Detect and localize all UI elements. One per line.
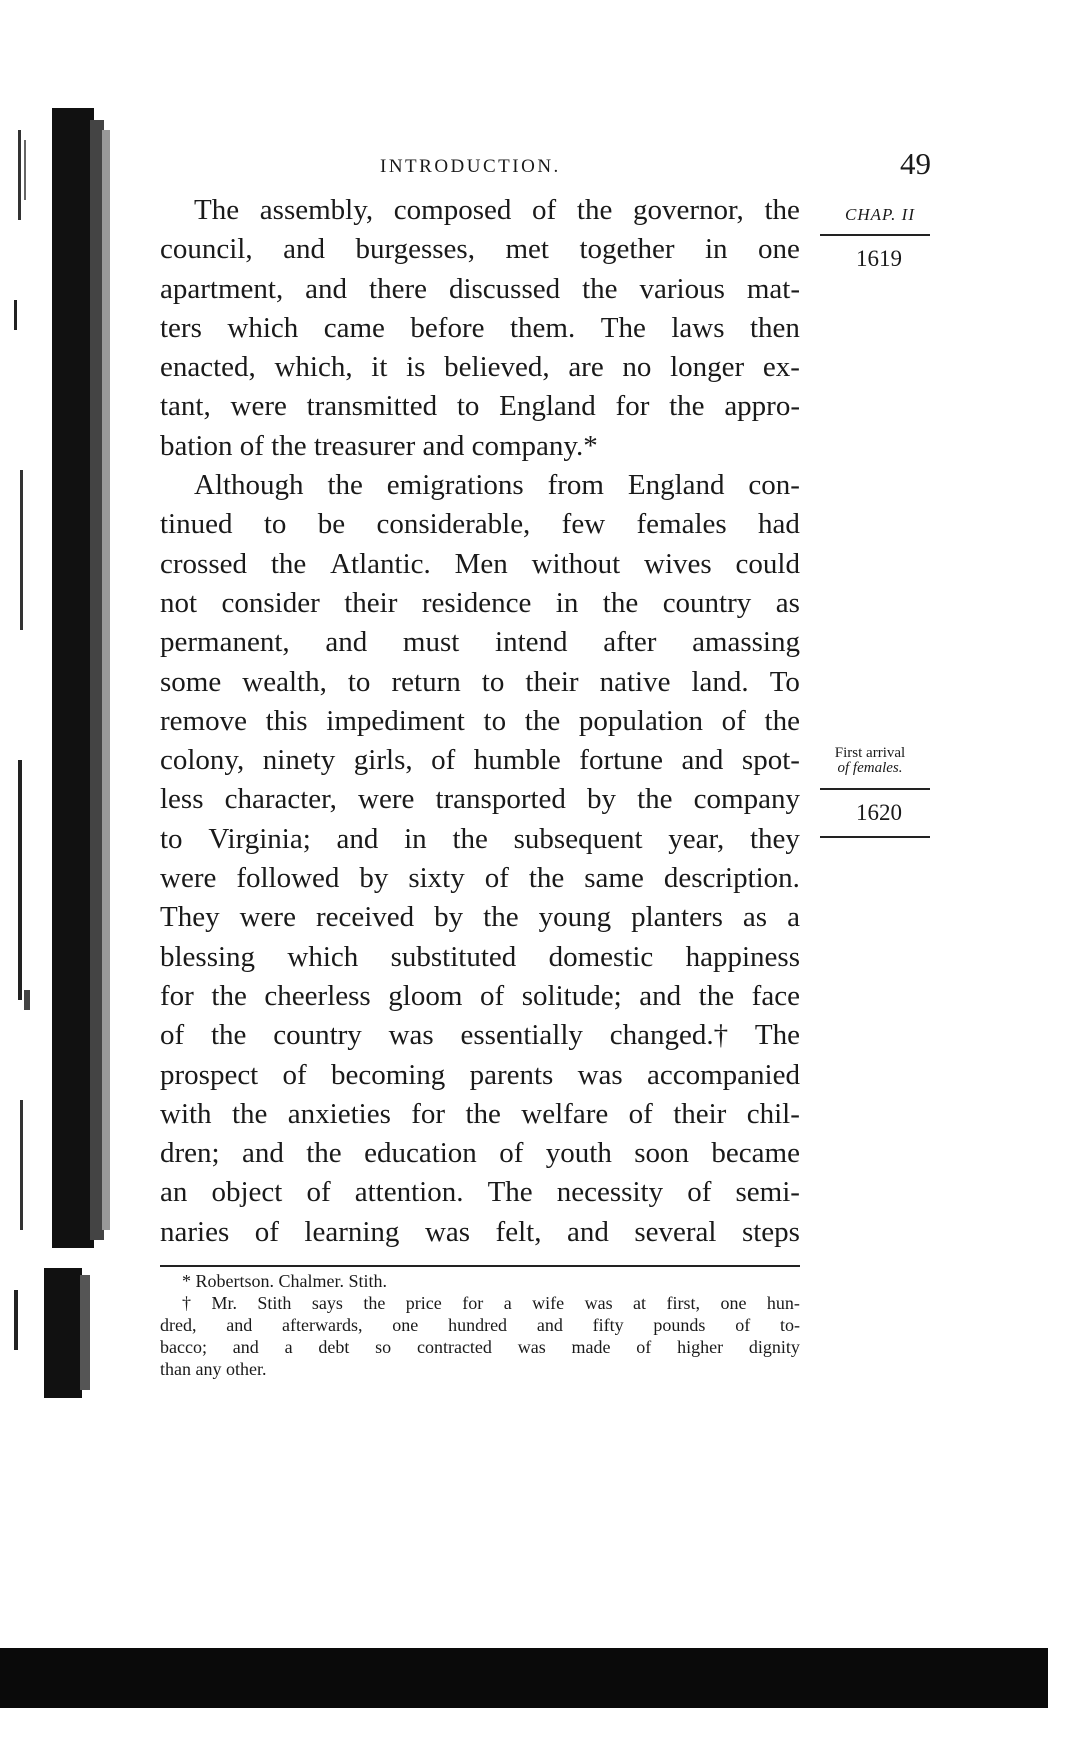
page-number: 49 [900,146,931,181]
word: one [758,233,800,266]
word: before [410,311,485,344]
text-line [160,820,800,859]
word: and [566,1215,609,1248]
word: the [327,469,363,502]
word: their [525,665,579,698]
word: con- [748,469,800,502]
word: Virginia; [208,822,311,855]
word: together [579,233,675,266]
word: semi- [735,1176,800,1209]
word: population [578,704,703,737]
word: was [424,1215,471,1248]
text-line [160,348,800,387]
footnote-rule [160,1265,800,1267]
footnote-line [160,1336,800,1358]
chapter-marker: CHAP. II [844,205,915,224]
word: of [484,862,509,895]
word: changed.† [609,1019,729,1052]
word: the [582,272,618,305]
word: believed, [444,351,550,384]
word: was [388,1019,434,1052]
word: a [284,1337,293,1357]
word: the [465,1097,501,1130]
word: apartment, [160,272,284,305]
margin-year-1619: 1619 [856,246,902,271]
word: country [273,1019,362,1052]
word: afterwards, [282,1315,363,1335]
word: native [599,665,671,698]
word: face [751,979,800,1012]
word: one [720,1293,747,1313]
word: could [735,547,800,580]
text-line: bation of the treasurer and company.* [160,429,598,462]
word: longer [670,351,745,384]
text-line [160,1016,800,1055]
footnote-line [160,1292,800,1314]
word: the [363,1293,386,1313]
word: fifty [592,1315,624,1335]
word: in [555,586,579,619]
word: for [411,1097,446,1130]
word: Stith [257,1293,292,1313]
word: which [227,311,299,344]
word: dren; [160,1137,220,1170]
word: their [344,586,398,619]
word: of [636,1337,652,1357]
word: appro- [724,390,800,423]
word: dignity [748,1337,800,1357]
word: youth [545,1137,612,1170]
word: were [358,783,415,816]
text-line [160,938,800,977]
word: soon [634,1137,690,1170]
word: met [505,233,549,266]
word: country [662,586,752,619]
word: so [375,1337,392,1357]
word: education [364,1137,477,1170]
margin-rule [820,836,930,838]
text-line [160,270,800,309]
word: Mr. [211,1293,237,1313]
word: dred, [160,1315,197,1335]
word: had [758,508,800,541]
word: as [742,901,768,934]
word: made [571,1337,611,1357]
text-line [160,741,800,780]
text-line [160,702,800,741]
word: with [160,1097,212,1130]
text-line [160,505,800,544]
margin-rule [820,788,930,790]
word: † [182,1293,191,1313]
footnote-line: than any other. [160,1359,267,1379]
word: no [622,351,652,384]
word: to [481,665,505,698]
word: substituted [390,940,517,973]
word: composed [393,194,512,226]
text-line [160,584,800,623]
word: by [587,783,617,816]
word: learning [304,1215,400,1248]
word: was [517,1337,546,1357]
word: the [576,194,613,226]
word: subsequent [513,822,643,855]
word: Although [194,469,304,502]
word: burgesses, [355,233,475,266]
word: the [452,822,488,855]
text-line [160,1134,800,1173]
word: To [769,665,800,698]
word: as [775,586,800,619]
word: to [263,508,287,541]
word: the [524,704,561,737]
word: emigrations [386,469,524,502]
word: of [628,1097,653,1130]
text-line [160,230,800,269]
word: by [359,862,389,895]
word: character, [224,783,337,816]
word: girls, [353,744,413,777]
word: several [634,1215,717,1248]
word: essentially [460,1019,583,1052]
word: accompanied [646,1058,800,1091]
margin-note [812,746,928,776]
footnote-line: * Robertson. Chalmer. Stith. [182,1271,387,1291]
word: discussed [448,272,561,305]
binding-shadow [0,0,150,1738]
body-text [160,191,800,1252]
word: price [405,1293,442,1313]
word: some [160,665,222,698]
word: for [615,390,650,423]
word: tant, [160,390,211,423]
word: the [764,704,800,737]
word: it [371,351,388,384]
word: them. [509,311,576,344]
word: the [637,783,673,816]
word: consider [221,586,320,619]
text-line [160,466,800,505]
word: to- [779,1315,800,1335]
text-line [160,1056,800,1095]
word: fortune [579,744,664,777]
word: permanent, [160,626,290,659]
word: colony, [160,744,245,777]
word: the [210,1019,247,1052]
word: and [226,1315,253,1335]
word: laws [671,311,725,344]
word: various [639,272,725,305]
word: in [404,822,427,855]
word: of [254,1215,279,1248]
word: in [704,233,728,266]
margin-year-1620: 1620 [856,800,902,825]
word: the [211,979,247,1012]
word: an [160,1176,188,1209]
word: parents [469,1058,554,1091]
word: the [669,390,705,423]
text-line [160,545,800,584]
word: amassing [692,626,800,659]
word: impediment [326,704,465,737]
word: of [479,979,505,1012]
word: higher [677,1337,724,1357]
word: be [317,508,346,541]
word: of [282,1058,307,1091]
word: young [538,901,612,934]
word: and [325,626,368,659]
word: ex- [762,351,800,384]
word: hun- [766,1293,800,1313]
word: was [584,1293,613,1313]
word: of [721,704,746,737]
margin-note-line: First arrival [834,745,906,761]
word: intend [495,626,568,659]
word: crossed [160,547,247,580]
word: of [499,1137,524,1170]
word: to [483,704,507,737]
word: of [160,1019,185,1052]
word: steps [741,1215,800,1248]
word: Atlantic. [330,547,431,580]
text-line [160,1213,800,1252]
word: to [347,665,371,698]
word: felt, [495,1215,542,1248]
word: ninety [262,744,336,777]
word: becoming [330,1058,446,1091]
word: hundred [448,1315,508,1335]
word: England [499,390,596,423]
word: considerable, [376,508,531,541]
word: at [633,1293,647,1313]
word: tinued [160,508,233,541]
word: their [673,1097,727,1130]
word: sixty [408,862,465,895]
word: same [584,862,644,895]
word: for [462,1293,484,1313]
word: humble [473,744,561,777]
word: England [627,469,725,502]
word: the [483,901,519,934]
word: then [750,311,800,344]
word: is [406,351,426,384]
word: were [230,390,287,423]
word: the [764,194,800,226]
margin-note-line: of females. [837,760,903,776]
word: The [194,194,240,226]
word: The [600,311,646,344]
word: to [456,390,480,423]
word: and [241,1137,284,1170]
word: domestic [548,940,654,973]
word: chil- [746,1097,800,1130]
word: remove [160,704,247,737]
word: transmitted [306,390,438,423]
word: few [561,508,606,541]
word: the [698,979,735,1012]
word: of [735,1315,751,1335]
text-line [160,309,800,348]
text-line [160,859,800,898]
word: females [636,508,727,541]
word: by [434,901,464,934]
word: contracted [416,1337,492,1357]
word: the [306,1137,342,1170]
word: solitude; [521,979,622,1012]
word: spot- [741,744,800,777]
word: of [687,1176,712,1209]
word: and [336,822,379,855]
word: not [160,586,198,619]
word: which, [274,351,353,384]
word: description. [663,862,800,895]
word: company [693,783,800,816]
word: must [402,626,460,659]
word: transported [435,783,566,816]
word: were [239,901,296,934]
word: enacted, [160,351,256,384]
word: Men [454,547,508,580]
text-line [160,623,800,662]
word: necessity [556,1176,664,1209]
word: council, [160,233,253,266]
word: to [160,822,183,855]
word: from [547,469,604,502]
word: and [283,233,325,266]
word: mat- [746,272,800,305]
word: cheerless [264,979,371,1012]
word: debt [318,1337,350,1357]
word: this [265,704,308,737]
word: which [287,940,359,973]
text-line [160,191,800,230]
word: for [160,979,194,1012]
word: welfare [521,1097,609,1130]
word: wives [644,547,712,580]
word: bacco; [160,1337,207,1357]
word: was [577,1058,623,1091]
word: were [160,862,217,895]
word: planters [631,901,723,934]
text-line [160,663,800,702]
text-line [160,898,800,937]
word: wealth, [242,665,327,698]
word: there [369,272,427,305]
word: a [787,901,800,934]
word: they [750,822,800,855]
word: of [431,744,456,777]
word: after [603,626,657,659]
word: and [232,1337,259,1357]
word: the [528,862,565,895]
word: a [503,1293,512,1313]
footnotes [160,1270,800,1380]
text-line [160,780,800,819]
word: came [323,311,385,344]
word: ters [160,311,202,344]
scan-edge-bar [0,1648,1048,1708]
word: says [311,1293,343,1313]
word: the [602,586,639,619]
word: without [531,547,621,580]
text-line [160,1173,800,1212]
word: residence [421,586,532,619]
word: and [639,979,682,1012]
word: gloom [388,979,463,1012]
word: and [305,272,348,305]
word: first, [666,1293,700,1313]
word: They [160,901,220,934]
word: and [681,744,724,777]
word: happiness [685,940,800,973]
word: are [568,351,604,384]
running-head: INTRODUCTION. [380,156,561,177]
text-line [160,977,800,1016]
word: prospect [160,1058,259,1091]
word: land. [691,665,749,698]
word: followed [236,862,340,895]
word: governor, [633,194,744,226]
word: object [211,1176,283,1209]
word: and [536,1315,563,1335]
word: The [487,1176,533,1209]
word: return [391,665,461,698]
text-line [160,1095,800,1134]
word: the [231,1097,268,1130]
word: naries [160,1215,230,1248]
word: attention. [354,1176,464,1209]
word: received [315,901,415,934]
word: assembly, [259,194,374,226]
word: of [306,1176,331,1209]
word: wife [532,1293,565,1313]
word: anxieties [287,1097,391,1130]
word: one [392,1315,419,1335]
word: of [532,194,557,226]
word: became [711,1137,800,1170]
margin-rule [820,234,930,236]
word: blessing [160,940,256,973]
word: The [754,1019,800,1052]
text-line [160,387,800,426]
word: less [160,783,204,816]
word: the [270,547,307,580]
word: year, [668,822,725,855]
word: pounds [653,1315,706,1335]
footnote-line [160,1314,800,1336]
